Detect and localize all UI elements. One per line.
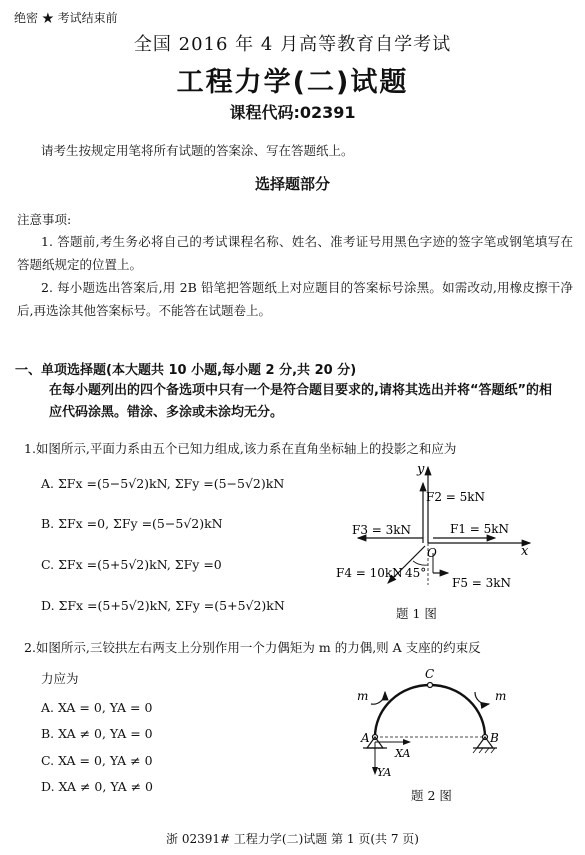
question-2-option-c: C. XA = 0, YA ≠ 0 [41, 753, 153, 768]
question-1-option-a: A. ΣFx =(5−5√2)kN, ΣFy =(5−5√2)kN [41, 476, 285, 491]
confidential-mark: 绝密 ★ 考试结束前 [14, 11, 118, 25]
reaction-xa-label: XA [395, 747, 411, 760]
question-2-option-d: D. XA ≠ 0, YA ≠ 0 [41, 779, 154, 794]
note-item-1: 1. 答题前,考生务必将自己的考试课程名称、姓名、准考证号用黑色字迹的签字笔或钢笔填写在答题纸规定的位置上。 [17, 234, 573, 272]
couple-right-label: m [495, 689, 507, 703]
course-code: 课程代码:02391 [229, 103, 356, 122]
question-1-option-d: D. ΣFx =(5+5√2)kN, ΣFy =(5+5√2)kN [41, 598, 285, 613]
reaction-ya-label: YA [377, 766, 392, 779]
f2-label: F2 = 5kN [426, 490, 486, 504]
origin-label: O [427, 546, 437, 560]
part-title: 选择题部分 [254, 175, 330, 193]
question-1-figure [330, 455, 560, 630]
paper-title: 工程力学(二)试题 [176, 67, 409, 98]
question-2-option-a: A. XA = 0, YA = 0 [41, 700, 153, 715]
f4-label: F4 = 10kN [336, 566, 403, 580]
question-1-stem: 1.如图所示,平面力系由五个已知力组成,该力系在直角坐标轴上的投影之和应为 [24, 441, 457, 456]
question-1-option-c: C. ΣFx =(5+5√2)kN, ΣFy =0 [41, 557, 222, 572]
hinge-c [428, 683, 433, 688]
exam-title: 全国 2016 年 4 月高等教育自学考试 [133, 34, 452, 55]
question-1-option-b: B. ΣFx =0, ΣFy =(5−5√2)kN [41, 516, 223, 531]
couple-left-label: m [357, 689, 369, 703]
question-2-stem-continued: 力应为 [41, 671, 79, 686]
notes-label: 注意事项: [17, 212, 72, 227]
angle-label: 45° [405, 566, 427, 580]
three-hinged-arch [375, 685, 485, 737]
support-a-label: A [361, 731, 370, 745]
section-heading: 一、单项选择题(本大题共 10 小题,每小题 2 分,共 20 分) [15, 363, 357, 378]
page-footer: 浙 02391# 工程力学(二)试题 第 1 页(共 7 页) [166, 832, 419, 846]
note-item-2: 2. 每小题选出答案后,用 2B 铅笔把答题纸上对应题目的答案标号涂黑。如需改动,用橡皮擦干净后,再选涂其他答案标号。不能答在试题卷上。 [17, 280, 573, 318]
figure-2-caption: 题 2 图 [411, 788, 452, 803]
figure-1-caption: 题 1 图 [396, 606, 437, 621]
f5-label: F5 = 3kN [452, 576, 512, 590]
question-2-figure [345, 662, 525, 784]
y-axis-label: y [417, 462, 425, 477]
f1-label: F1 = 5kN [450, 522, 510, 536]
section-description: 在每小题列出的四个备选项中只有一个是符合题目要求的,请将其选出并将“答题纸”的相应代码涂黑。错涂、多涂或未涂均无分。 [49, 383, 553, 420]
couple-right [475, 692, 489, 704]
x-axis-label: x [521, 544, 529, 559]
question-2-stem: 2.如图所示,三铰拱左右两支上分别作用一个力偶矩为 m 的力偶,则 A 支座的约束反 [24, 640, 481, 655]
f3-label: F3 = 3kN [352, 523, 412, 537]
couple-left [371, 692, 385, 704]
question-2-option-b: B. XA ≠ 0, YA = 0 [41, 726, 153, 741]
hinge-c-label: C [425, 667, 435, 681]
answer-instruction: 请考生按规定用笔将所有试题的答案涂、写在答题纸上。 [41, 143, 354, 158]
support-b-label: B [490, 731, 499, 745]
